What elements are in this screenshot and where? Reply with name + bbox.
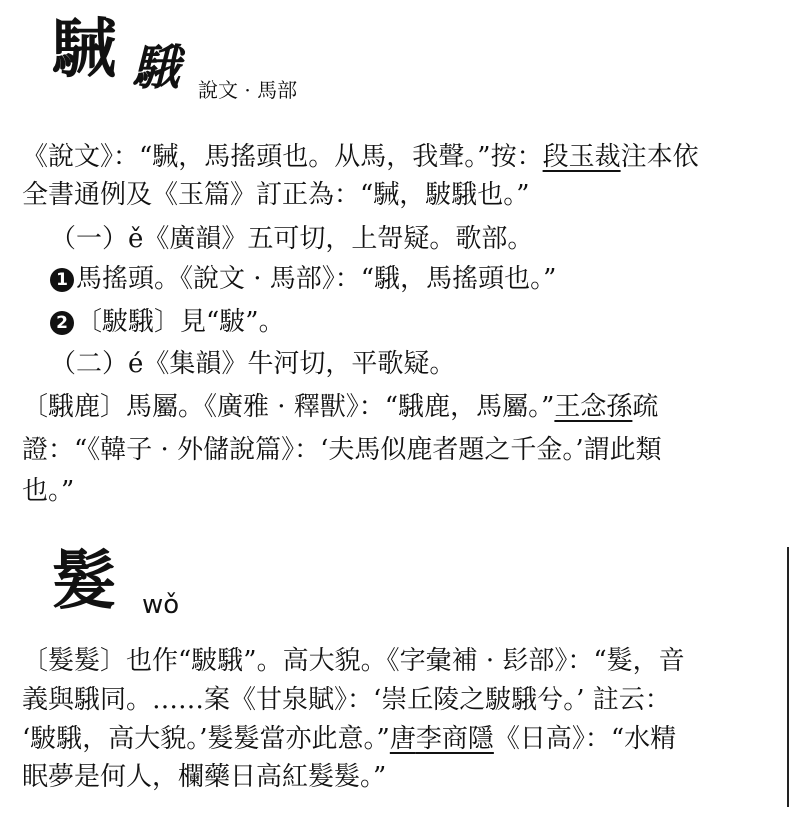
- sense-1: [50, 266, 556, 292]
- entry1-line-8: 證：“《韓子 · 外儲說篇》：‘夫馬似鹿者題之千金。’謂此類: [22, 435, 662, 465]
- dynasty-name-tang: 唐: [389, 724, 416, 754]
- entry2-line-3: [22, 726, 676, 752]
- reading-two: （二）é《集韻》牛河切，平歌疑。: [50, 349, 456, 379]
- source-reference: 說文 · 馬部: [198, 78, 298, 102]
- person-name-duan-yucai: 段玉裁: [542, 142, 621, 172]
- seal-script-glyph: 騀: [132, 40, 177, 96]
- sense-number-badge: 1: [50, 268, 74, 292]
- sense-text: 〔駊騀〕見“駊”。: [76, 307, 285, 337]
- entry1-line-9: 也。”: [22, 476, 75, 506]
- text-segment: 《說文》：“駴，馬搖頭也。从馬，我聲。”按：: [22, 142, 543, 172]
- person-name-wang-niansun: 王念孫: [554, 392, 633, 422]
- headword-2: 髮: [52, 544, 116, 619]
- entry1-line-1: [22, 144, 699, 170]
- reading-one: （一）ě《廣韻》五可切，上哿疑。歌部。: [50, 224, 534, 254]
- entry2-line-1: 〔髮髮〕也作“駊騀”。高大貌。《字彙補 · 髟部》：“髮，音: [22, 646, 685, 676]
- text-segment: 疏: [632, 392, 659, 422]
- headword-1: 駴: [52, 12, 116, 87]
- entry1-line-7: [22, 394, 658, 420]
- person-name-li-shangyin: 李商隱: [415, 724, 494, 754]
- entry2-line-2: 義與騀同。……案《甘泉賦》：‘崇丘陵之駊騀兮。’ 註云：: [22, 685, 671, 715]
- pinyin: wǒ: [142, 590, 180, 620]
- entry2-line-4: 眠夢是何人，欄藥日高紅髮髮。”: [22, 762, 387, 792]
- sense-2: [50, 309, 285, 335]
- text-segment: 注本依: [620, 142, 699, 172]
- column-rule: [787, 547, 789, 807]
- text-segment: 《日高》：“水精: [493, 724, 677, 754]
- text-segment: ‘駊騀，高大貌。’髮髮當亦此意。”: [22, 724, 390, 754]
- sense-number-badge: 2: [50, 311, 74, 335]
- sense-text: 馬搖頭。《說文 · 馬部》：“騀，馬搖頭也。”: [76, 264, 557, 294]
- entry1-line-2: 全書通例及《玉篇》訂正為：“駴，駊騀也。”: [22, 180, 530, 210]
- text-segment: 〔騀鹿〕馬屬。《廣雅 · 釋獸》：“騀鹿，馬屬。”: [22, 392, 555, 422]
